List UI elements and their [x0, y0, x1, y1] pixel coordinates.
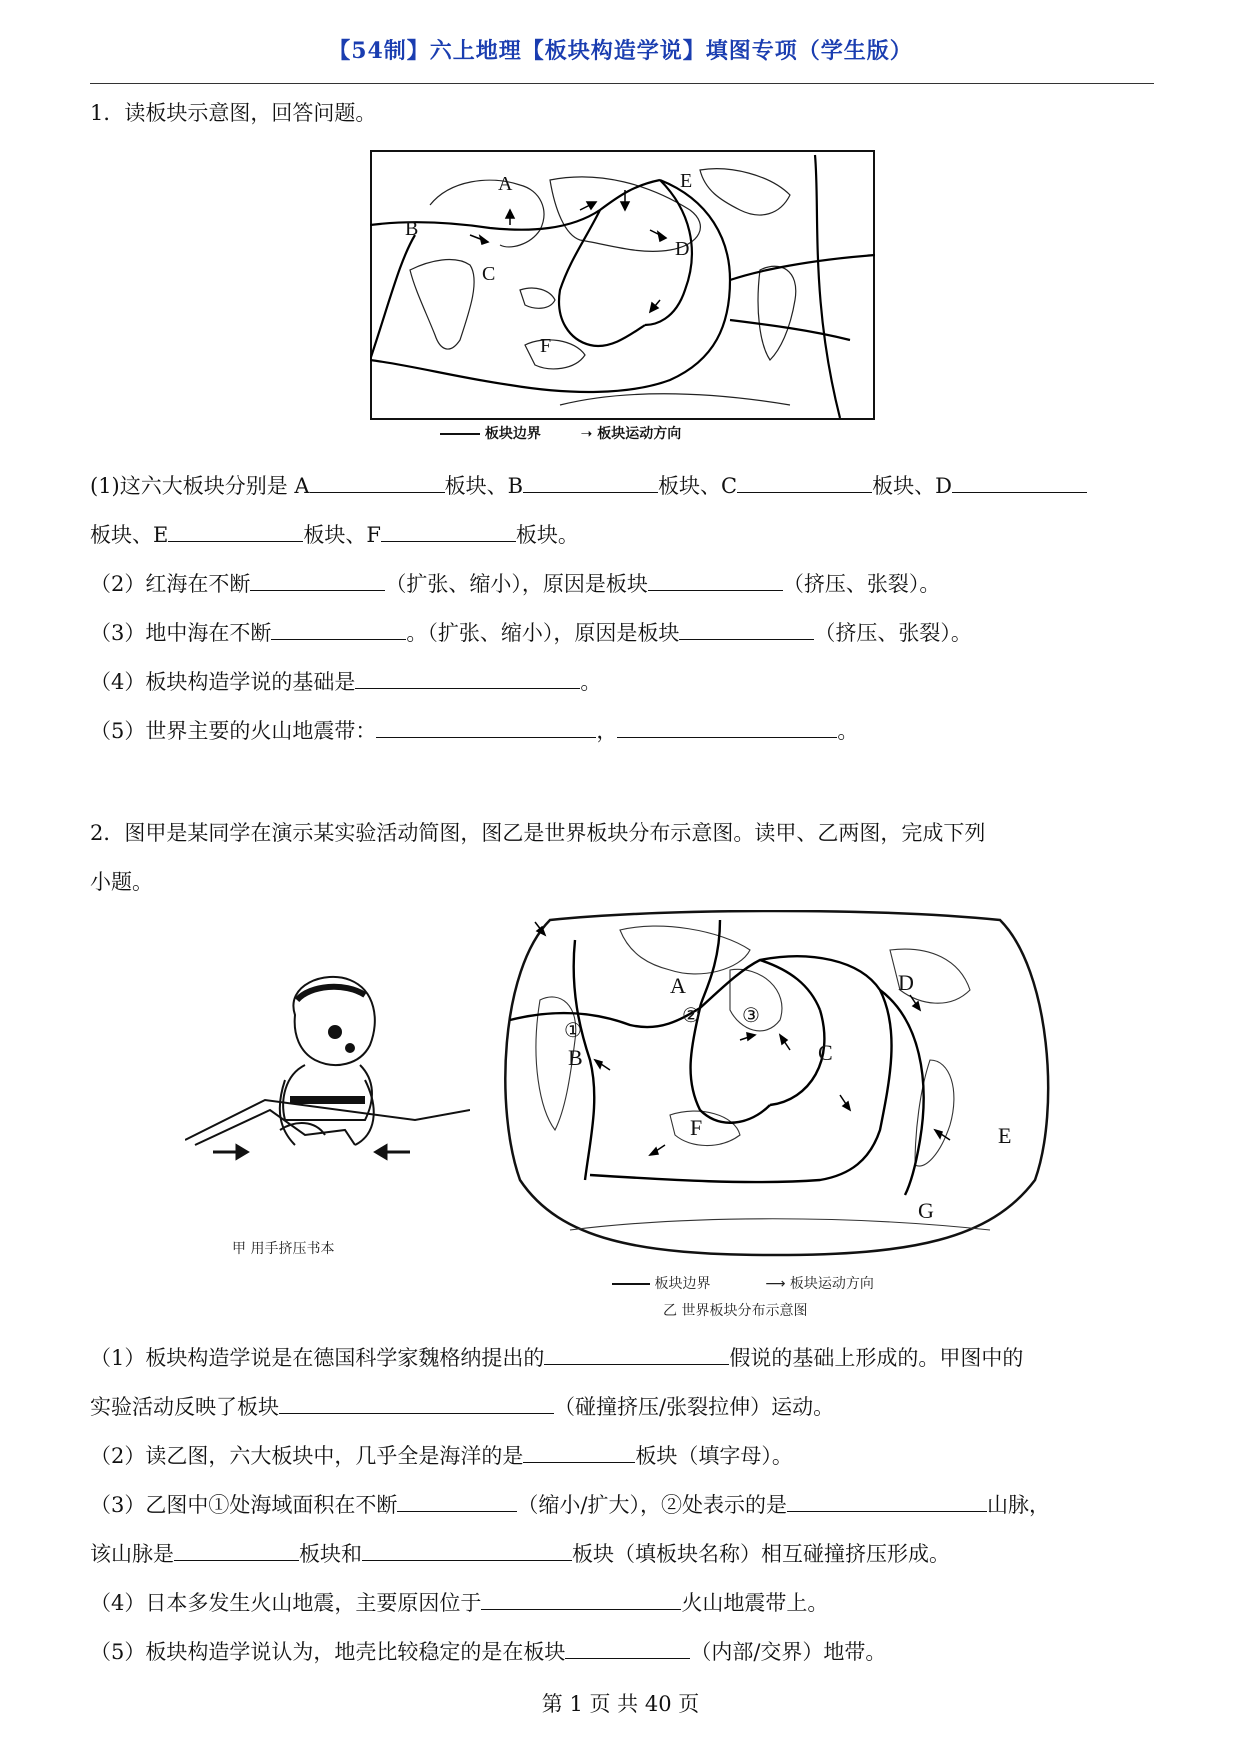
- answer-blank[interactable]: [174, 1538, 299, 1561]
- answer-blank[interactable]: [310, 470, 445, 493]
- q1-stem: 1．读板块示意图，回答问题。: [90, 101, 377, 125]
- page-title: 【54制】六上地理【板块构造学说】填图专项（学生版）: [328, 38, 913, 64]
- q2-stem-line2: 小题。: [90, 870, 153, 894]
- arrow-icon: ⟶: [765, 1276, 786, 1292]
- q1-legend-direction-label: 板块运动方向: [597, 426, 682, 442]
- answer-blank[interactable]: [168, 519, 303, 542]
- fig-jia-caption: 甲 用手挤压书本: [232, 1241, 335, 1257]
- q2-circled-3: ③: [742, 1005, 760, 1027]
- q1-map-label-b: B: [405, 218, 419, 240]
- q1-sub4: （4）板块构造学说的基础是 。: [90, 666, 1160, 697]
- answer-blank[interactable]: [362, 1538, 572, 1561]
- answer-blank[interactable]: [737, 470, 872, 493]
- arrow-icon: ➝: [580, 426, 593, 442]
- q2-map-label-c: C: [818, 1040, 833, 1065]
- answer-blank[interactable]: [544, 1342, 729, 1365]
- q1-sub3: （3）地中海在不断 。（扩张、缩小），原因是板块 （挤压、张裂）。: [90, 617, 1160, 648]
- q2-sub1-line1: （1）板块构造学说是在德国科学家魏格纳提出的 假说的基础上形成的。甲图中的: [90, 1342, 1160, 1373]
- answer-blank[interactable]: [565, 1636, 690, 1659]
- q1-map-label-d: D: [675, 238, 690, 260]
- answer-blank[interactable]: [397, 1489, 517, 1512]
- boundary-line-icon: [612, 1283, 650, 1285]
- answer-blank[interactable]: [271, 617, 406, 640]
- answer-blank[interactable]: [523, 1440, 635, 1463]
- answer-blank[interactable]: [250, 568, 385, 591]
- q1-sub1-line1: (1)这六大板块分别是 A 板块、B 板块、C 板块、D: [90, 470, 1160, 501]
- q2-legend-boundary-label: 板块边界: [654, 1276, 711, 1292]
- q2-map-label-f: F: [690, 1115, 703, 1140]
- q2-map-label-d: D: [898, 970, 914, 995]
- q2-sub4: （4）日本多发生火山地震，主要原因位于 火山地震带上。: [90, 1587, 1160, 1618]
- fig-yi-caption: 乙 世界板块分布示意图: [663, 1303, 808, 1319]
- q1-sub1-line2: 板块、E 板块、F 板块。: [90, 519, 1160, 550]
- answer-blank[interactable]: [523, 470, 658, 493]
- q1-legend: [440, 423, 681, 443]
- q2-map-label-b: B: [568, 1045, 583, 1070]
- fig-yi-world-plate-map: [490, 910, 1060, 1260]
- q1-map-label-e: E: [680, 170, 693, 192]
- answer-blank[interactable]: [679, 617, 814, 640]
- q1-sub5: （5）世界主要的火山地震带： ， 。: [90, 715, 1160, 746]
- q1-legend-boundary-label: 板块边界: [484, 426, 541, 442]
- answer-blank[interactable]: [355, 666, 580, 689]
- q2-circled-2: ②: [682, 1005, 700, 1027]
- q2-sub5: （5）板块构造学说认为，地壳比较稳定的是在板块 （内部/交界）地带。: [90, 1636, 1160, 1667]
- q2-sub2: （2）读乙图，六大板块中，几乎全是海洋的是 板块（填字母）。: [90, 1440, 1160, 1471]
- q2-map-label-a: A: [670, 973, 686, 998]
- q1-plate-map: [370, 150, 875, 420]
- q2-legend-direction-label: 板块运动方向: [789, 1276, 874, 1292]
- answer-blank[interactable]: [787, 1489, 987, 1512]
- answer-blank[interactable]: [279, 1391, 554, 1414]
- answer-blank[interactable]: [481, 1587, 681, 1610]
- answer-blank[interactable]: [648, 568, 783, 591]
- q2-map-label-e: E: [998, 1123, 1012, 1148]
- answer-blank[interactable]: [952, 470, 1087, 493]
- q2-circled-1: ①: [564, 1020, 582, 1042]
- boundary-line-icon: [440, 433, 480, 435]
- q2-stem-line1: 2．图甲是某同学在演示某实验活动简图，图乙是世界板块分布示意图。读甲、乙两图，完成下列: [90, 821, 986, 845]
- q1-map-label-a: A: [498, 173, 513, 195]
- q2-sub3-line2: 该山脉是 板块和 板块（填板块名称）相互碰撞挤压形成。: [90, 1538, 1160, 1569]
- header-divider: [90, 83, 1154, 84]
- page-number: 第 1 页 共 40 页: [541, 1692, 700, 1716]
- q2-legend: [612, 1273, 874, 1293]
- q1-sub2: （2）红海在不断 （扩张、缩小），原因是板块 （挤压、张裂）。: [90, 568, 1160, 599]
- q2-map-label-g: G: [918, 1198, 934, 1223]
- q2-sub1-line2: 实验活动反映了板块 （碰撞挤压/张裂拉伸）运动。: [90, 1391, 1160, 1422]
- fig-jia-book-squeeze: [185, 970, 470, 1195]
- answer-blank[interactable]: [381, 519, 516, 542]
- answer-blank[interactable]: [376, 715, 596, 738]
- q1-map-label-c: C: [482, 263, 496, 285]
- answer-blank[interactable]: [617, 715, 837, 738]
- q1-map-label-f: F: [540, 335, 552, 357]
- q2-sub3-line1: （3）乙图中①处海域面积在不断 （缩小/扩大），②处表示的是 山脉，: [90, 1489, 1160, 1520]
